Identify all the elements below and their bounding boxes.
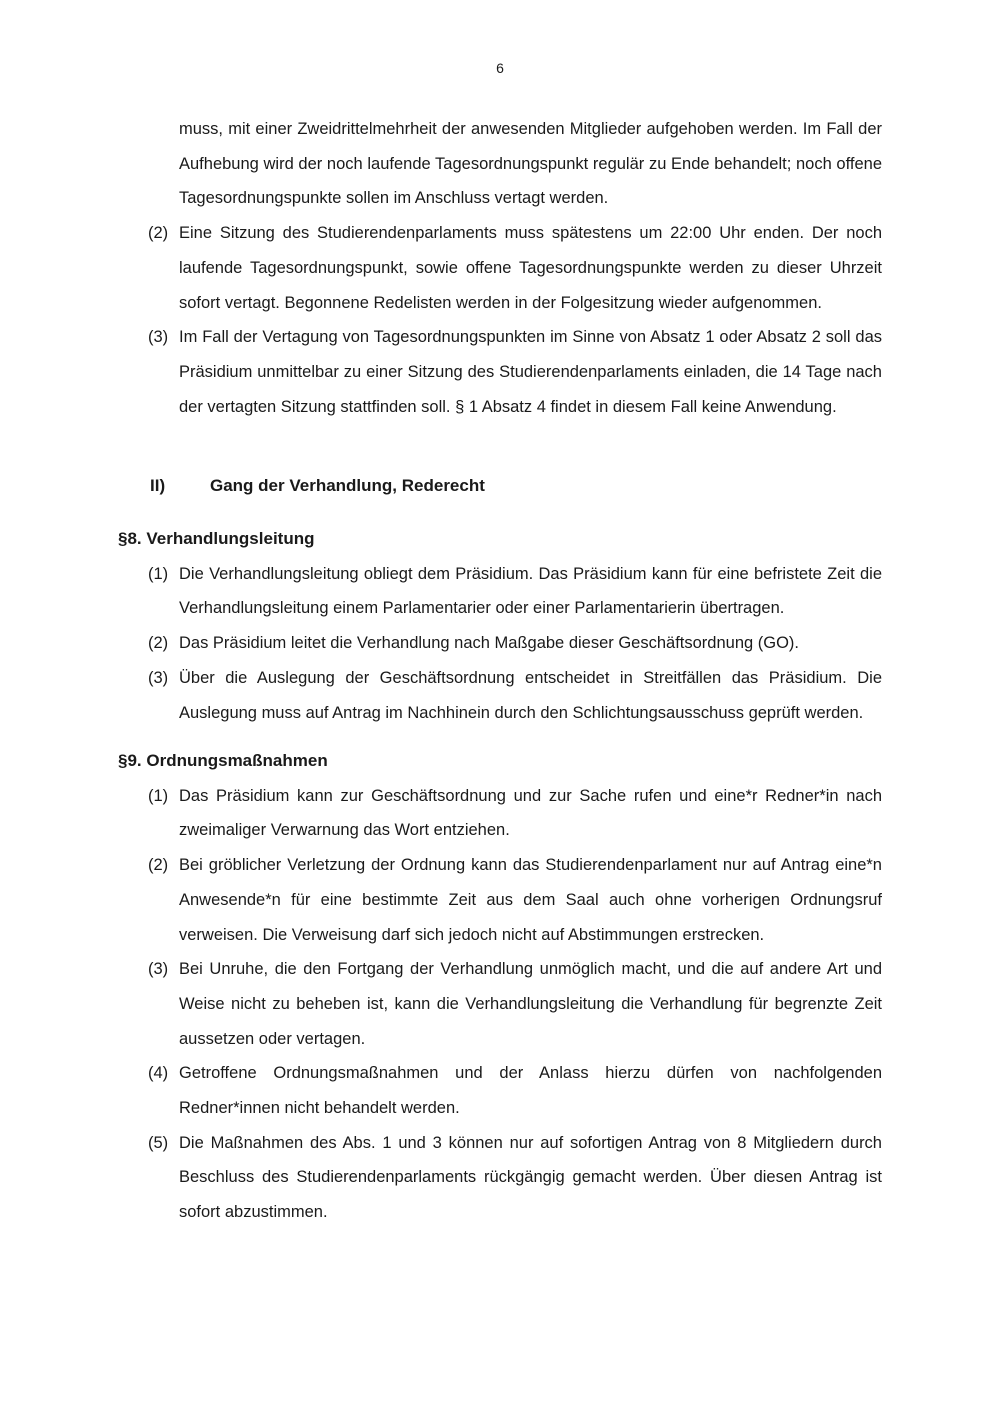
section-heading: §9. Ordnungsmaßnahmen [118,751,328,770]
paragraph-3 [148,952,882,1056]
continued-paragraph: muss, mit einer Zweidrittelmehrheit der anwesenden Mitglieder aufgehoben werden. Im Fall der Aufhebung wird der noch laufende Tagesordnungspunkt regulär zu Ende behandelt; noch offene Tagesordnungspunkte sollen im Anschluss vertagt werden. [179,120,882,208]
document-body [148,112,882,424]
paragraph-5 [148,1126,882,1230]
paragraph-number: (3) [148,668,169,687]
paragraph-number: (4) [148,1064,169,1083]
paragraph-text: Über die Auslegung der Geschäftsordnung entscheidet in Streitfällen das Präsidium. Die Auslegung muss auf Antrag im Nachhinein durch den Schlichtungsausschuss geprüft werden. [179,668,882,722]
paragraph-3 [148,661,882,730]
paragraph-text: Das Präsidium leitet die Verhandlung nach Maßgabe dieser Geschäftsordnung (GO). [179,634,799,653]
chapter-number: II) [150,476,166,495]
chapter-title: Gang der Verhandlung, Rederecht [210,476,485,495]
paragraph-4 [148,1056,882,1125]
paragraph-3 [148,320,882,424]
paragraph-number: (2) [148,634,169,653]
page-number: 6 [496,60,504,76]
paragraph-number: (3) [148,960,169,979]
paragraph-2 [148,848,882,952]
paragraph-2 [148,626,882,661]
paragraph-text: Die Maßnahmen des Abs. 1 und 3 können nur auf sofortigen Antrag von 8 Mitgliedern durch Beschluss des Studierendenparlaments rückgängig gemacht werden. Über diesen Antrag ist sofort abzustimmen. [179,1133,882,1222]
section-8 [118,522,882,730]
paragraph-text: Eine Sitzung des Studierendenparlaments muss spätestens um 22:00 Uhr enden. Der noch laufende Tagesordnungspunkt, sowie offene Tagesordnungspunkte werden zu dieser Uhrzeit sofort vertagt. Begonnene Redelisten werden in der Folgesitzung wieder aufgenommen. [179,224,882,312]
paragraph-number: (5) [148,1133,169,1152]
paragraph-number: (2) [148,224,169,243]
paragraph-text: Bei Unruhe, die den Fortgang der Verhandlung unmöglich macht, und die auf andere Art und Weise nicht zu beheben ist, kann die Verhandlungsleitung die Verhandlung für begrenzte Zeit aussetzen oder vertagen. [179,960,882,1048]
paragraph-text: Das Präsidium kann zur Geschäftsordnung und zur Sache rufen und eine*r Redner*in nach zweimaliger Verwarnung das Wort entziehen. [179,786,882,840]
paragraph-number: (1) [148,786,169,805]
paragraph-number: (2) [148,856,169,875]
paragraph-1 [148,779,882,848]
section-9 [118,744,882,1230]
paragraph-2 [148,216,882,320]
paragraph-1 [148,557,882,626]
paragraph-text: Im Fall der Vertagung von Tagesordnungspunkten im Sinne von Absatz 1 oder Absatz 2 soll das Präsidium unmittelbar zu einer Sitzung des Studierendenparlaments einladen, die 14 Tage nach der vertagten Sitzung stattfinden soll. § 1 Absatz 4 findet in diesem Fall keine Anwendung. [179,328,882,416]
paragraph-text: Bei gröblicher Verletzung der Ordnung kann das Studierendenparlament nur auf Antrag eine*n Anwesende*n für eine bestimmte Zeit aus dem Saal auch ohne vorherigen Ordnungsruf verweisen. Die Verweisung darf sich jedoch nicht auf Abstimmungen erstrecken. [179,856,882,944]
chapter-heading [150,476,485,496]
paragraph-number: (1) [148,564,169,583]
section-heading: §8. Verhandlungsleitung [118,529,315,548]
paragraph-number: (3) [148,328,169,347]
paragraph-text: Die Verhandlungsleitung obliegt dem Präsidium. Das Präsidium kann für eine befristete Zeit die Verhandlungsleitung einem Parlamentarier oder einer Parlamentarierin übertragen. [179,564,882,618]
paragraph-text: Getroffene Ordnungsmaßnahmen und der Anlass hierzu dürfen von nachfolgenden Redner*innen nicht behandelt werden. [179,1064,882,1118]
